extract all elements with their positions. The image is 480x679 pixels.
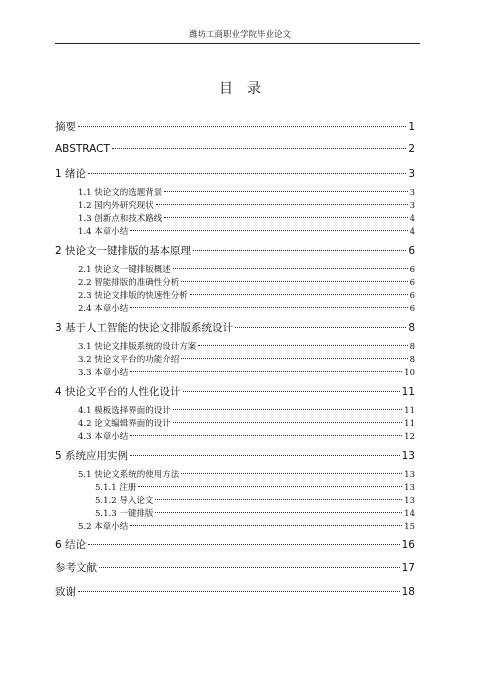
dot-leader (88, 544, 400, 545)
toc-entry[interactable] (0, 537, 480, 552)
toc-entry[interactable] (0, 166, 480, 181)
toc-entry[interactable] (0, 507, 480, 519)
header-rule (55, 43, 420, 44)
toc-entry[interactable] (0, 320, 480, 335)
dot-leader (155, 499, 402, 500)
toc-entry-title: 5.1.2 导入论文 (95, 496, 154, 506)
dot-leader (173, 268, 408, 269)
toc-entry-title: 5.1.1 注册 (95, 483, 137, 493)
dot-leader (99, 567, 400, 568)
toc-entry-page: 11 (404, 419, 415, 429)
toc-entry-title: 1 绪论 (55, 168, 87, 180)
toc-entry-title: 1.3 创新点和技术路线 (78, 214, 163, 224)
toc-entry[interactable] (0, 119, 480, 134)
dot-leader (193, 250, 406, 251)
page-header: 潍坊工商职业学院毕业论文 (188, 30, 291, 40)
toc-entry[interactable] (0, 225, 480, 237)
toc-entry-page: 13 (404, 496, 415, 506)
toc-entry-title: 2.3 快论文排版的快速性分析 (78, 291, 188, 301)
toc-entry-page: 8 (408, 322, 415, 334)
toc-entry-title: 4.2 论文编辑界面的设计 (78, 419, 171, 429)
dot-leader (181, 358, 407, 359)
dot-leader (198, 345, 407, 346)
dot-leader (235, 327, 406, 328)
dot-leader (183, 391, 400, 392)
dot-leader (130, 230, 407, 231)
toc-entry-page: 8 (409, 355, 415, 365)
toc-entry[interactable] (0, 494, 480, 506)
toc-entry-page: 3 (409, 188, 415, 198)
toc-entry-page: 8 (409, 342, 415, 352)
toc-entry-title: ABSTRACT (55, 143, 110, 155)
toc-entry-title: 5.1 快论文系统的使用方法 (78, 470, 180, 480)
toc-entry[interactable] (0, 340, 480, 352)
toc-entry[interactable] (0, 212, 480, 224)
dot-leader (181, 473, 402, 474)
toc-entry-title: 5.1.3 一键排版 (95, 509, 154, 519)
toc-entry-page: 13 (404, 470, 415, 480)
toc-entry-title: 2.2 智能排版的准确性分析 (78, 278, 180, 288)
toc-entry-page: 6 (408, 245, 415, 257)
toc-entry-title: 2.1 快论文一键排版概述 (78, 265, 171, 275)
toc-entry[interactable] (0, 404, 480, 416)
toc-entry[interactable] (0, 302, 480, 314)
dot-leader (164, 191, 407, 192)
toc-entry[interactable] (0, 199, 480, 211)
toc-entry-title: 2.4 本章小结 (78, 304, 129, 314)
toc-entry[interactable] (0, 276, 480, 288)
dot-leader (173, 409, 402, 410)
toc-entry-page: 3 (409, 201, 415, 211)
toc-entry-page: 2 (408, 143, 415, 155)
toc-entry[interactable] (0, 468, 480, 480)
toc-entry-page: 11 (404, 406, 415, 416)
dot-leader (173, 422, 402, 423)
dot-leader (130, 307, 407, 308)
toc-entry[interactable] (0, 263, 480, 275)
toc-entry-page: 4 (409, 214, 415, 224)
toc-entry-title: 6 结论 (55, 539, 87, 551)
toc-entry-title: 致谢 (55, 586, 76, 598)
toc-entry-page: 4 (409, 227, 415, 237)
toc-entry[interactable] (0, 243, 480, 258)
toc-entry-title: 1.4 本章小结 (78, 227, 129, 237)
toc-entry-page: 16 (401, 539, 415, 551)
toc-entry-title: 4.1 模板选择界面的设计 (78, 406, 171, 416)
toc-entry-title: 3.1 快论文排版系统的设计方案 (78, 342, 197, 352)
toc-entry[interactable] (0, 584, 480, 599)
toc-title: 目录 (219, 81, 275, 97)
toc-entry-title: 1.2 国内外研究现状 (78, 201, 154, 211)
toc-entry-page: 6 (409, 304, 415, 314)
dot-leader (112, 148, 406, 149)
toc-entry-title: 5.2 本章小结 (78, 522, 129, 532)
toc-entry-page: 11 (401, 386, 415, 398)
toc-entry-title: 3 基于人工智能的快论文排版系统设计 (55, 322, 234, 334)
dot-leader (130, 525, 402, 526)
toc-entry[interactable] (0, 384, 480, 399)
toc-entry-page: 6 (409, 291, 415, 301)
toc-entry-page: 14 (404, 509, 415, 519)
dot-leader (130, 371, 402, 372)
toc-entry-page: 13 (401, 450, 415, 462)
toc-entry[interactable] (0, 353, 480, 365)
toc-entry[interactable] (0, 186, 480, 198)
toc-entry-title: 4 快论文平台的人性化设计 (55, 386, 181, 398)
toc-entry[interactable] (0, 430, 480, 442)
toc-entry[interactable] (0, 520, 480, 532)
toc-entry-page: 10 (404, 368, 415, 378)
dot-leader (78, 591, 400, 592)
toc-entry[interactable] (0, 366, 480, 378)
toc-entry-page: 18 (401, 586, 415, 598)
toc-entry[interactable] (0, 560, 480, 575)
toc-entry-title: 4.3 本章小结 (78, 432, 129, 442)
toc-entry-title: 摘要 (55, 121, 76, 133)
toc-entry[interactable] (0, 481, 480, 493)
dot-leader (190, 294, 408, 295)
toc-entry-title: 2 快论文一键排版的基本原理 (55, 245, 192, 257)
toc-entry[interactable] (0, 417, 480, 429)
toc-entry-title: 5 系统应用实例 (55, 450, 129, 462)
toc-entry-title: 3.2 快论文平台的功能介绍 (78, 355, 180, 365)
dot-leader (138, 486, 402, 487)
toc-entry-page: 17 (401, 562, 415, 574)
toc-entry[interactable] (0, 143, 480, 155)
dot-leader (88, 173, 406, 174)
toc-entry-page: 3 (408, 168, 415, 180)
toc-entry-title: 1.1 快论文的选题背景 (78, 188, 163, 198)
toc-entry-title: 3.3 本章小结 (78, 368, 129, 378)
dot-leader (156, 204, 408, 205)
toc-entry[interactable] (0, 448, 480, 463)
toc-entry-page: 6 (409, 265, 415, 275)
toc-entry-page: 15 (404, 522, 415, 532)
toc-entry-page: 6 (409, 278, 415, 288)
dot-leader (155, 512, 402, 513)
dot-leader (181, 281, 407, 282)
dot-leader (78, 126, 406, 127)
dot-leader (130, 455, 400, 456)
toc-entry-page: 12 (404, 432, 415, 442)
toc-entry-page: 1 (408, 121, 415, 133)
dot-leader (130, 435, 402, 436)
dot-leader (164, 217, 407, 218)
toc-entry[interactable] (0, 289, 480, 301)
toc-entry-page: 13 (404, 483, 415, 493)
toc-entry-title: 参考文献 (55, 562, 97, 574)
